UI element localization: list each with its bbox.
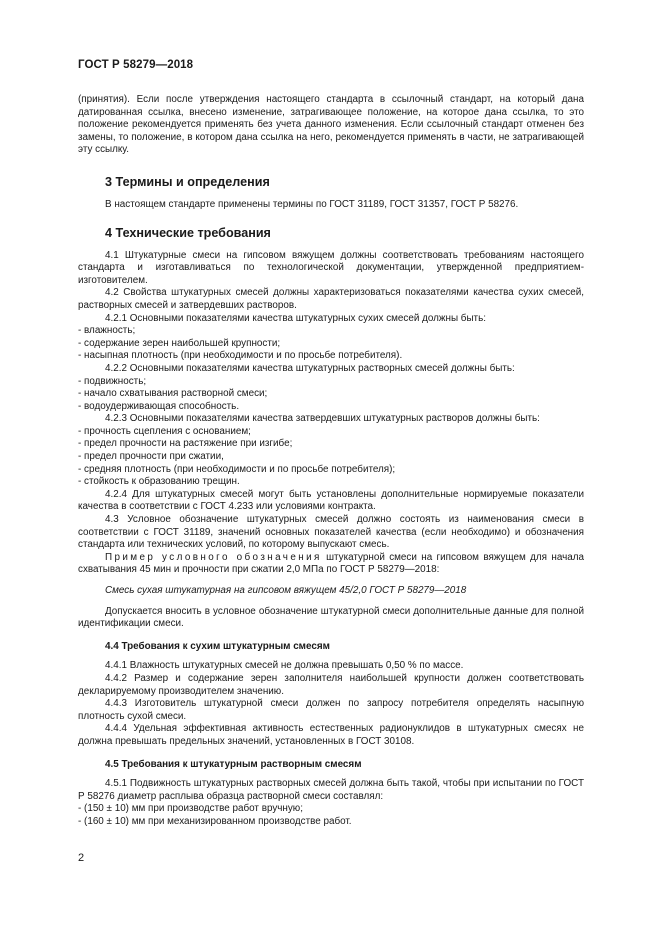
- document-header: ГОСТ Р 58279—2018: [78, 59, 194, 71]
- clause-4-4-4: 4.4.4 Удельная эффективная активность естественных радионуклидов в штукатурных смесях не должна превышать предельных значений, установленных в ГОСТ 30108.: [78, 723, 584, 747]
- list-item: - (160 ± 10) мм при механизированном производстве работ.: [78, 815, 352, 827]
- section-3-title: 3 Термины и определения: [105, 174, 270, 189]
- clause-4-2: 4.2 Свойства штукатурных смесей должны характеризоваться показателями качества сухих смесей, растворных смесей и затвердевших растворов.: [78, 287, 584, 311]
- page-number: 2: [78, 852, 85, 864]
- list-item: - предел прочности на растяжение при изгибе;: [78, 438, 293, 450]
- section-4-5-title: 4.5 Требования к штукатурным растворным смесям: [105, 758, 362, 770]
- clause-4-4-1: 4.4.1 Влажность штукатурных смесей не должна превышать 0,50 % по массе.: [105, 660, 464, 672]
- example-designation: Смесь сухая штукатурная на гипсовом вяжущем 45/2,0 ГОСТ Р 58279—2018: [105, 585, 467, 596]
- section-4-title: 4 Технические требования: [105, 225, 271, 240]
- list-item: - начало схватывания растворной смеси;: [78, 388, 268, 400]
- list-item: - предел прочности при сжатии,: [78, 451, 224, 463]
- list-item: - подвижность;: [78, 375, 147, 387]
- section-4-4-title: 4.4 Требования к сухим штукатурным смесям: [105, 640, 330, 652]
- clause-4-5-1: 4.5.1 Подвижность штукатурных растворных смесей должна быть такой, чтобы при испытании по ГОСТ Р 58276 диаметр расплыва образца растворной смеси составлял:: [78, 778, 584, 802]
- example-text: штукатурной смеси на гипсовом вяжущем для начала схватывания 45 мин и прочности при сжатии 2,0 МПа по ГОСТ Р 58279—2018:: [78, 551, 584, 576]
- list-item: - содержание зерен наибольшей крупности;: [78, 337, 281, 349]
- list-item: - (150 ± 10) мм при производстве работ вручную;: [78, 803, 303, 815]
- list-item: - стойкость к образованию трещин.: [78, 476, 240, 488]
- designation-note: Допускается вносить в условное обозначение штукатурной смеси дополнительные данные для полной идентификации смеси.: [78, 605, 584, 630]
- list-item: - средняя плотность (при необходимости и по просьбе потребителя);: [78, 463, 396, 475]
- clause-4-1: 4.1 Штукатурные смеси на гипсовом вяжущем должны соответствовать требованиям настоящего стандарта и изготавливаться по технологической документации, утвержденной предприятием-изготовителем.: [78, 249, 584, 286]
- clause-4-2-4: 4.2.4 Для штукатурных смесей могут быть установлены дополнительные нормируемые показатели качества в соответствии с ГОСТ 4.233 или условиями контракта.: [78, 488, 584, 513]
- document-body: [78, 94, 584, 829]
- list-item: - влажность;: [78, 325, 136, 337]
- list-item: - насыпная плотность (при необходимости и по просьбе потребителя).: [78, 350, 403, 362]
- clause-4-4-3: 4.4.3 Изготовитель штукатурной смеси должен по запросу потребителя определять насыпную плотность сухой смеси.: [78, 698, 584, 722]
- clause-4-2-3: 4.2.3 Основными показателями качества затвердевших штукатурных растворов должны быть:: [105, 413, 540, 425]
- example-paragraph: [78, 552, 584, 577]
- clause-4-2-2: 4.2.2 Основными показателями качества штукатурных растворных смесей должны быть:: [105, 362, 515, 374]
- clause-4-3: 4.3 Условное обозначение штукатурных смесей должно состоять из наименования смеси в соответствии с ГОСТ 31189, значений основных показателей качества (если необходимо) и обозначения стандарта или технических условий, по которому выпускают смесь.: [78, 514, 584, 551]
- intro-paragraph: (принятия). Если после утверждения настоящего стандарта в ссылочный стандарт, на который дана датированная ссылка, внесено изменение, затрагивающее положение, на которое дана ссылка, то это положение рекомендуется применять без учета данного изменения. Если ссылочный стандарт отменен без замены, то положение, в котором дана ссылка на него, рекомендуется применять в части, не затрагивающей эту ссылку.: [78, 94, 584, 156]
- clause-4-2-1: 4.2.1 Основными показателями качества штукатурных сухих смесей должны быть:: [105, 312, 486, 324]
- section-3-text: В настоящем стандарте применены термины по ГОСТ 31189, ГОСТ 31357, ГОСТ Р 58276.: [105, 198, 519, 210]
- list-item: - прочность сцепления с основанием;: [78, 425, 251, 437]
- list-item: - водоудерживающая способность.: [78, 400, 240, 412]
- example-label: Пример условного обозначения: [105, 551, 322, 563]
- clause-4-4-2: 4.4.2 Размер и содержание зерен заполнителя наибольшей крупности должен соответствовать декларируемому производителем значению.: [78, 672, 584, 697]
